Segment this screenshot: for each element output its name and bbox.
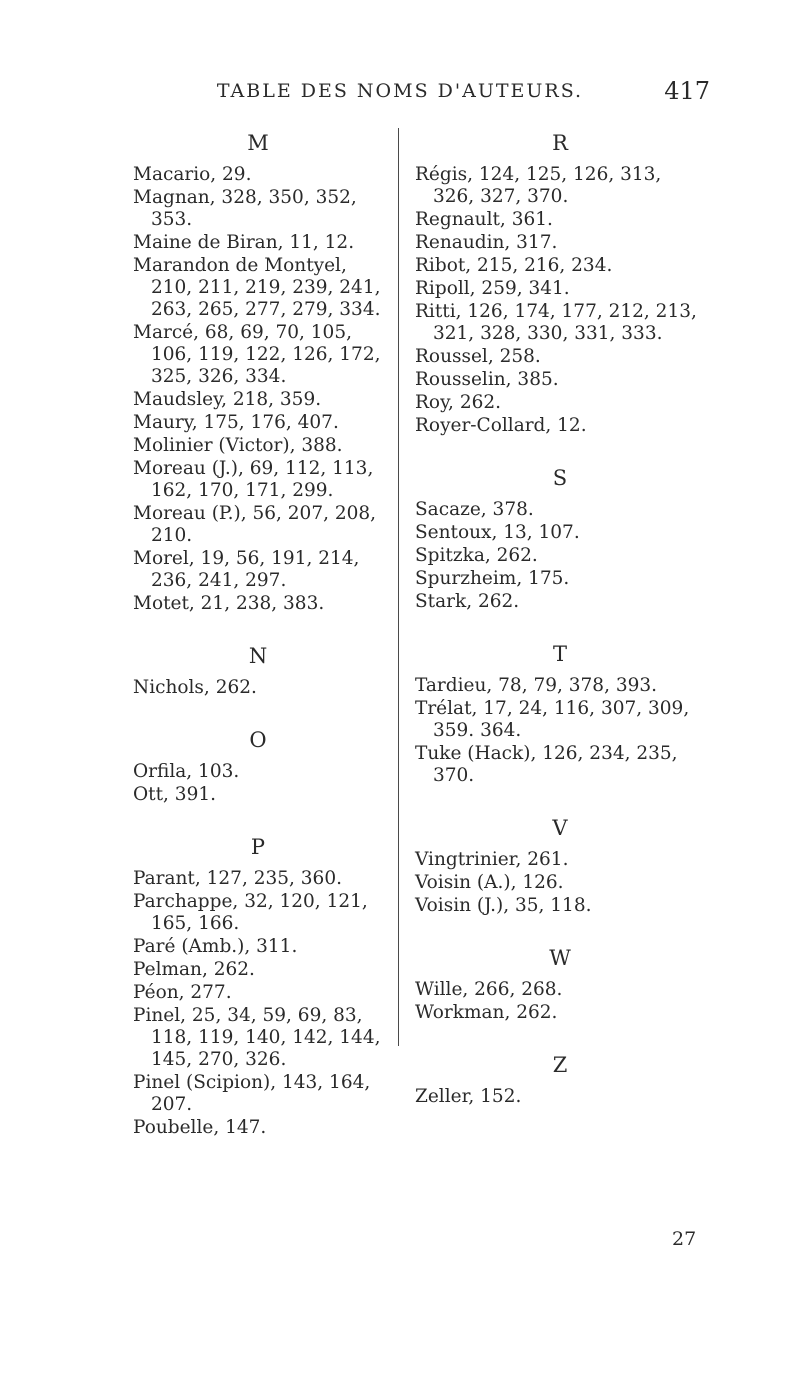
index-section	[415, 130, 705, 437]
index-entry: Ritti, 126, 174, 177, 212, 213, 321, 328, 330, 331, 333.	[415, 301, 697, 344]
index-entry: Zeller, 152.	[415, 1086, 522, 1107]
section-letter: S	[552, 466, 568, 490]
section-letter: T	[552, 642, 567, 666]
index-entry: Voisin (J.), 35, 118.	[415, 895, 592, 916]
index-entry: Wille, 266, 268.	[415, 979, 563, 1000]
index-entry: Régis, 124, 125, 126, 313, 326, 327, 370.	[415, 164, 662, 207]
index-entry: Roussel, 258.	[415, 346, 541, 367]
index-entry: Macario, 29.	[133, 164, 252, 185]
index-entry: Ripoll, 259, 341.	[415, 278, 570, 299]
index-entry: Motet, 21, 238, 383.	[133, 593, 325, 614]
index-entry: Maudsley, 218, 359.	[133, 389, 322, 410]
index-entry: Trélat, 17, 24, 116, 307, 309, 359. 364.	[415, 698, 690, 741]
signature-mark: 27	[672, 1228, 697, 1250]
index-section	[415, 945, 705, 1024]
index-entry: Nichols, 262.	[133, 677, 257, 698]
section-letter: W	[549, 946, 571, 970]
index-entry: Péon, 277.	[133, 982, 232, 1003]
right-column	[415, 130, 705, 1136]
index-entry: Spitzka, 262.	[415, 545, 538, 566]
section-letter: Z	[552, 1053, 568, 1077]
index-entry: Spurzheim, 175.	[415, 568, 570, 589]
page-number: 417	[664, 77, 710, 105]
index-entry: Sentoux, 13, 107.	[415, 522, 580, 543]
index-entry: Sacaze, 378.	[415, 499, 534, 520]
section-letter: O	[249, 728, 267, 752]
index-entry: Royer-Collard, 12.	[415, 415, 587, 436]
index-entry: Voisin (A.), 126.	[415, 872, 564, 893]
index-entry: Regnault, 361.	[415, 209, 553, 230]
section-letter: V	[552, 816, 568, 840]
index-section	[415, 465, 705, 613]
index-entry: Poubelle, 147.	[133, 1117, 267, 1138]
index-entry: Pinel (Scipion), 143, 164, 207.	[133, 1072, 371, 1115]
left-column	[133, 130, 383, 1167]
index-entry: Roy, 262.	[415, 392, 502, 413]
index-entry: Paré (Amb.), 311.	[133, 936, 298, 957]
index-entry: Pelman, 262.	[133, 959, 255, 980]
index-section	[133, 834, 383, 1139]
column-divider	[398, 128, 399, 1046]
index-entry: Parant, 127, 235, 360.	[133, 868, 342, 889]
page-header	[0, 77, 800, 110]
index-entry: Tardieu, 78, 79, 378, 393.	[415, 675, 658, 696]
section-letter: R	[552, 131, 568, 155]
index-entry: Maine de Biran, 11, 12.	[133, 232, 355, 253]
index-section	[415, 641, 705, 787]
index-entry: Pinel, 25, 34, 59, 69, 83, 118, 119, 140, 142, 144, 145, 270, 326.	[133, 1005, 381, 1070]
index-entry: Rousselin, 385.	[415, 369, 559, 390]
index-section	[133, 727, 383, 806]
index-entry: Maury, 175, 176, 407.	[133, 412, 339, 433]
index-entry: Marcé, 68, 69, 70, 105, 106, 119, 122, 126, 172, 325, 326, 334.	[133, 322, 381, 387]
index-entry: Molinier (Victor), 388.	[133, 435, 343, 456]
section-letter: N	[248, 644, 268, 668]
index-entry: Morel, 19, 56, 191, 214, 236, 241, 297.	[133, 548, 360, 591]
index-entry: Moreau (P.), 56, 207, 208, 210.	[133, 503, 377, 546]
index-entry: Renaudin, 317.	[415, 232, 558, 253]
index-entry: Stark, 262.	[415, 591, 520, 612]
index-entry: Magnan, 328, 350, 352, 353.	[133, 187, 357, 230]
index-entry: Tuke (Hack), 126, 234, 235, 370.	[415, 743, 678, 786]
index-section	[133, 643, 383, 699]
index-entry: Marandon de Montyel, 210, 211, 219, 239, 241, 263, 265, 277, 279, 334.	[133, 255, 381, 320]
index-entry: Parchappe, 32, 120, 121, 165, 166.	[133, 891, 368, 934]
section-letter: P	[250, 835, 266, 859]
index-entry: Ott, 391.	[133, 784, 216, 805]
index-entry: Moreau (J.), 69, 112, 113, 162, 170, 171, 299.	[133, 458, 374, 501]
index-entry: Orfila, 103.	[133, 761, 240, 782]
index-section	[133, 130, 383, 615]
section-letter: M	[247, 131, 269, 155]
index-entry: Vingtrinier, 261.	[415, 849, 569, 870]
index-section	[415, 1052, 705, 1108]
index-section	[415, 815, 705, 917]
index-entry: Workman, 262.	[415, 1002, 558, 1023]
index-entry: Ribot, 215, 216, 234.	[415, 255, 613, 276]
running-title: TABLE DES NOMS D'AUTEURS.	[216, 80, 584, 102]
